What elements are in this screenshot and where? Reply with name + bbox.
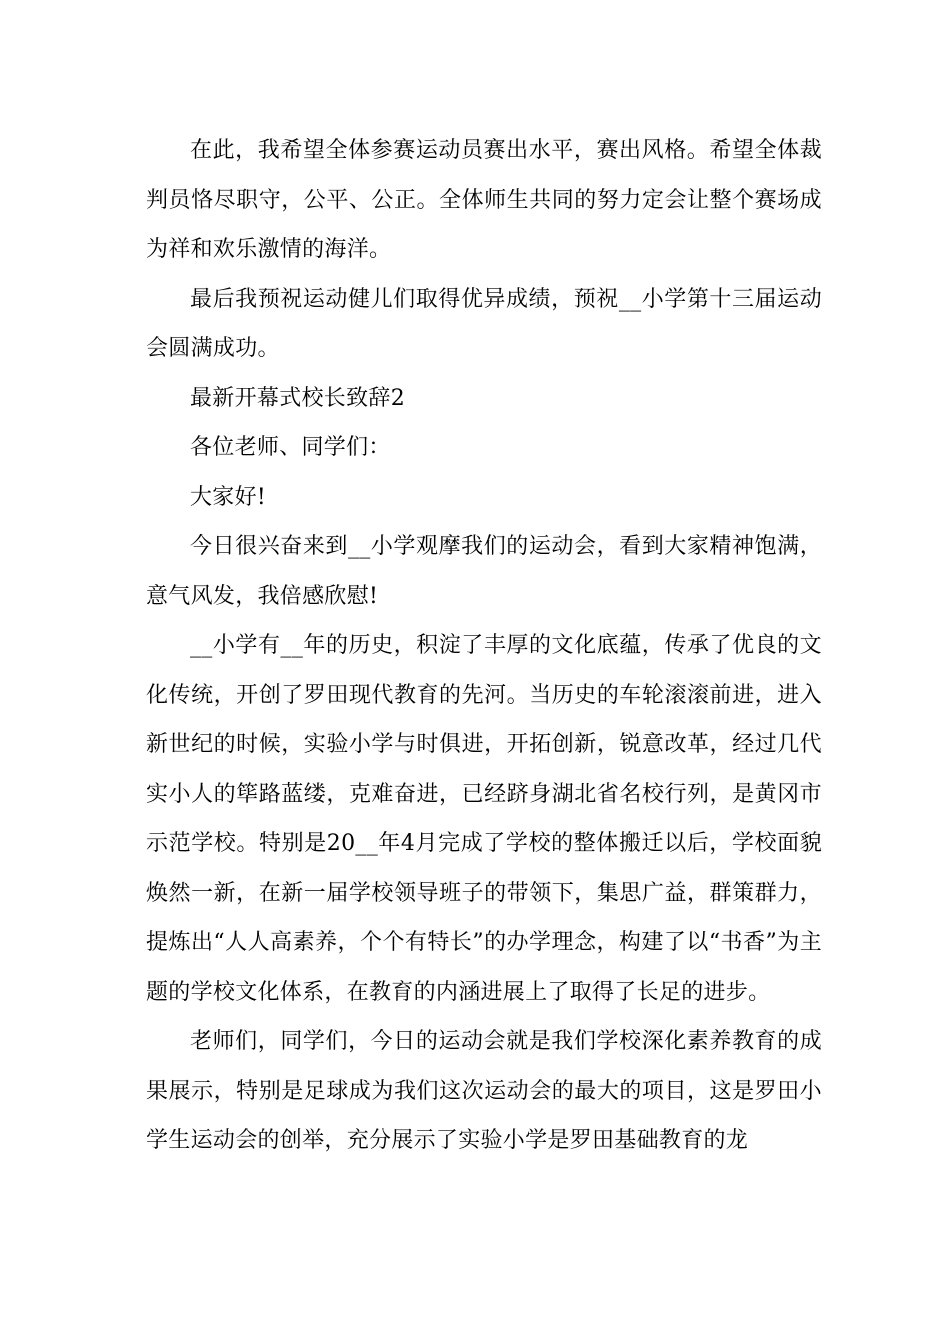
- paragraph-sports-meet: 老师们，同学们，今日的运动会就是我们学校深化素养教育的成果展示，特别是足球成为我们这次运动会的最大的项目，这是罗田小学生运动会的创举，充分展示了实验小学是罗田基础教育的龙: [146, 1029, 822, 1153]
- paragraph-school-history: __小学有__年的历史，积淀了丰厚的文化底蕴，传承了优良的文化传统，开创了罗田现代教育的先河。当历史的车轮滚滚前进，进入新世纪的时候，实验小学与时俱进，开拓创新，锐意改革，经过几代实小人的筚路蓝缕，克难奋进，已经跻身湖北省名校行列，是黄冈市示范学校。特别是20__年4月完成了学校的整体搬迁以后，学校面貌焕然一新，在新一届学校领导班子的带领下，集思广益，群策群力，提炼出“人人高素养，个个有特长”的办学理念，构建了以“书香”为主题的学校文化体系，在教育的内涵进展上了取得了长足的进步。: [146, 633, 822, 1005]
- greeting: 大家好!: [190, 484, 267, 510]
- salutation: 各位老师、同学们：: [190, 435, 391, 460]
- paragraph-opening: 今日很兴奋来到__小学观摩我们的运动会，看到大家精神饱满，意气风发，我倍感欣慰!: [146, 534, 822, 609]
- document-body: [146, 126, 822, 1166]
- section-title: 最新开幕式校长致辞2: [190, 385, 405, 411]
- paragraph-final-blessing: 最后我预祝运动健儿们取得优异成绩，预祝__小学第十三届运动会圆满成功。: [146, 286, 822, 361]
- paragraph-closing-wishes: 在此，我希望全体参赛运动员赛出水平，赛出风格。希望全体裁判员恪尽职守，公平、公正。全体师生共同的努力定会让整个赛场成为祥和欢乐激情的海洋。: [146, 138, 822, 262]
